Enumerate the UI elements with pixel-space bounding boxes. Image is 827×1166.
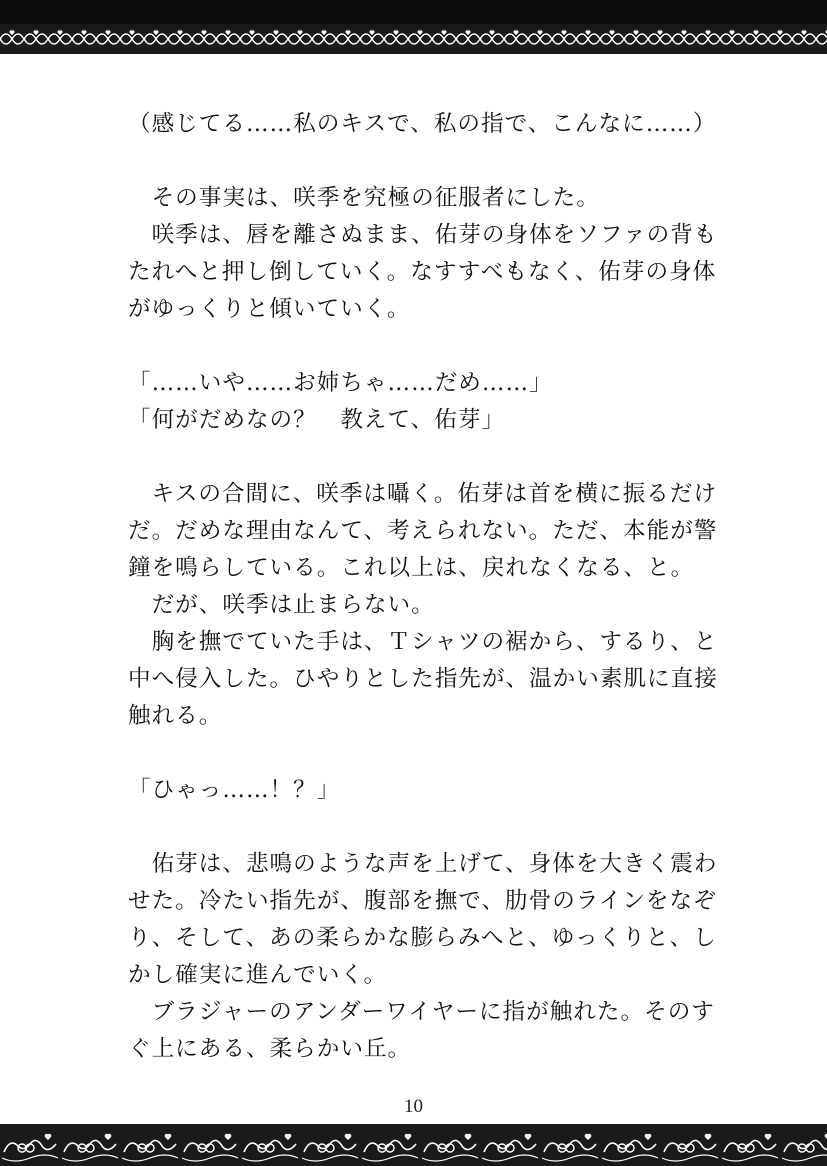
text-line: だが、咲季は止まらない。 xyxy=(128,592,435,618)
blank-line xyxy=(128,735,704,772)
blank-line xyxy=(128,809,704,846)
top-lace-pattern xyxy=(0,24,827,54)
dialogue-line: 「……いや……お姉ちゃ……だめ……」 xyxy=(128,370,553,396)
top-border-band xyxy=(0,0,827,24)
text-line: （感じてる……私のキスで、私の指で、こんなに……） xyxy=(128,111,717,137)
bottom-lace-pattern xyxy=(0,1124,827,1166)
page-body-text xyxy=(128,106,718,1068)
text-line: がゆっくりと傾いていく。 xyxy=(128,296,411,322)
text-line: だ。だめな理由なんて、考えられない。ただ、本能が警 xyxy=(128,518,718,544)
top-lace-border xyxy=(0,24,827,54)
blank-line xyxy=(128,143,704,180)
text-line: ぐ上にある、柔らかい丘。 xyxy=(128,1036,412,1062)
text-line: 咲季は、唇を離さぬまま、佑芽の身体をソファの背も xyxy=(128,222,718,248)
text-line: 中へ侵入した。ひやりとした指先が、温かい素肌に直接 xyxy=(128,666,718,692)
text-line: 触れる。 xyxy=(128,703,223,729)
text-line: ブラジャーのアンダーワイヤーに指が触れた。そのす xyxy=(128,999,715,1025)
bottom-lace-border xyxy=(0,1124,827,1166)
text-line: 佑芽は、悲鳴のような声を上げて、身体を大きく震わ xyxy=(128,851,718,877)
blank-line xyxy=(128,328,704,365)
text-line: せた。冷たい指先が、腹部を撫で、肋骨のラインをなぞ xyxy=(128,888,717,914)
blank-line xyxy=(128,439,704,476)
text-line: たれへと押し倒していく。なすすべもなく、佑芽の身体 xyxy=(128,259,717,285)
page-number: 10 xyxy=(404,1096,423,1117)
text-line: 胸を撫でていた手は、Ｔシャツの裾から、するり、と xyxy=(128,629,718,655)
text-line: かし確実に進んでいく。 xyxy=(128,962,388,988)
dialogue-line: 「ひゃっ……！？」 xyxy=(128,777,341,803)
text-line: 鐘を鳴らしている。これ以上は、戻れなくなる、と。 xyxy=(128,555,695,581)
text-line: その事実は、咲季を究極の征服者にした。 xyxy=(128,185,600,211)
text-line: キスの合間に、咲季は囁く。佑芽は首を横に振るだけ xyxy=(128,481,717,507)
dialogue-line: 「何がだめなの？ 教えて、佑芽」 xyxy=(128,407,506,433)
text-line: り、そして、あの柔らかな膨らみへと、ゆっくりと、し xyxy=(128,925,717,951)
